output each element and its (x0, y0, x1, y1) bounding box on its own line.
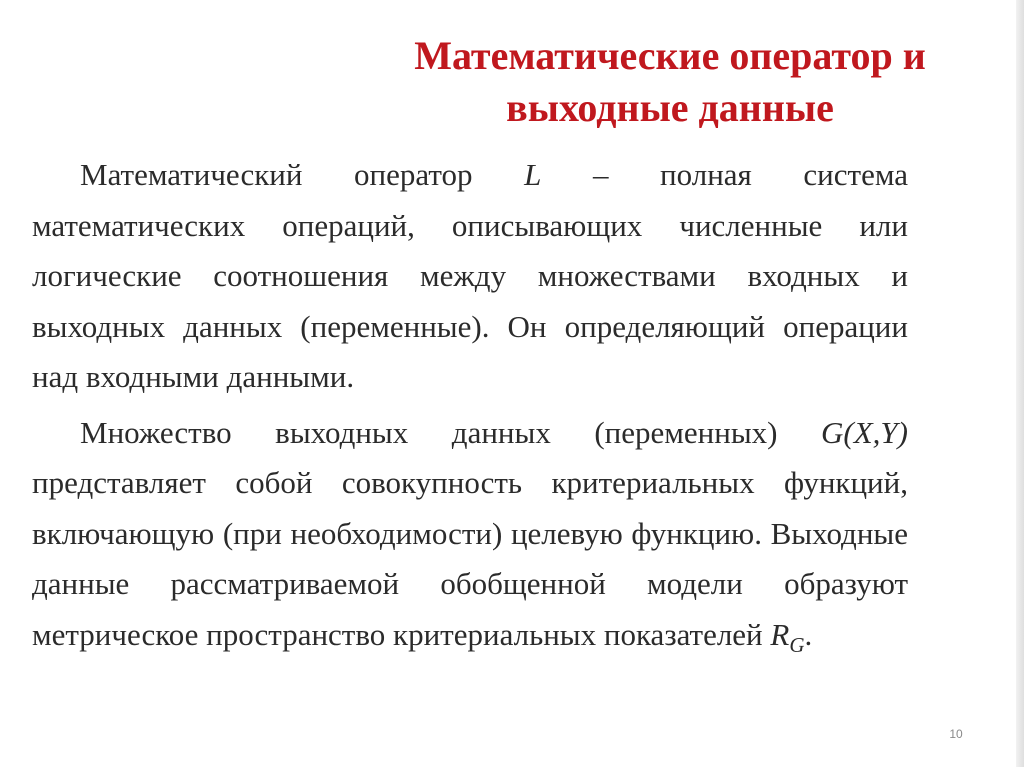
title-line-2: выходные данные (506, 85, 834, 130)
output-set-symbol: G(X,Y) (821, 414, 908, 450)
paragraph2-text-before: Множество выходных данных (переменных) (80, 414, 822, 450)
operator-symbol: L (524, 157, 542, 192)
title-line-1: Математические оператор и (414, 33, 926, 78)
metric-space-subscript: G (789, 632, 805, 657)
slide-edge-shadow (1016, 0, 1024, 767)
slide-number: 10 (949, 727, 963, 741)
paragraph-output-data (32, 408, 908, 661)
paragraph1-text-before: Математический оператор (80, 157, 525, 192)
paragraph2-text-middle: представляет собой совокупность критериальных функций, включающую (при необходимости) целевую функцию. Выходные данные рассматриваемой обобщенной модели образуют метрическое пространство критериальных показателей (32, 465, 908, 652)
slide-body (32, 150, 908, 660)
paragraph-operator-definition (32, 150, 908, 403)
slide-title (360, 30, 980, 134)
paragraph1-text-after: – полная система математических операций, описывающих численные или логические соотношения между множествами входных и выходных данных (переменные). Он определяющий операции над входными данными. (32, 157, 908, 394)
metric-space-symbol: R (770, 616, 790, 652)
paragraph2-text-end: . (804, 616, 813, 652)
